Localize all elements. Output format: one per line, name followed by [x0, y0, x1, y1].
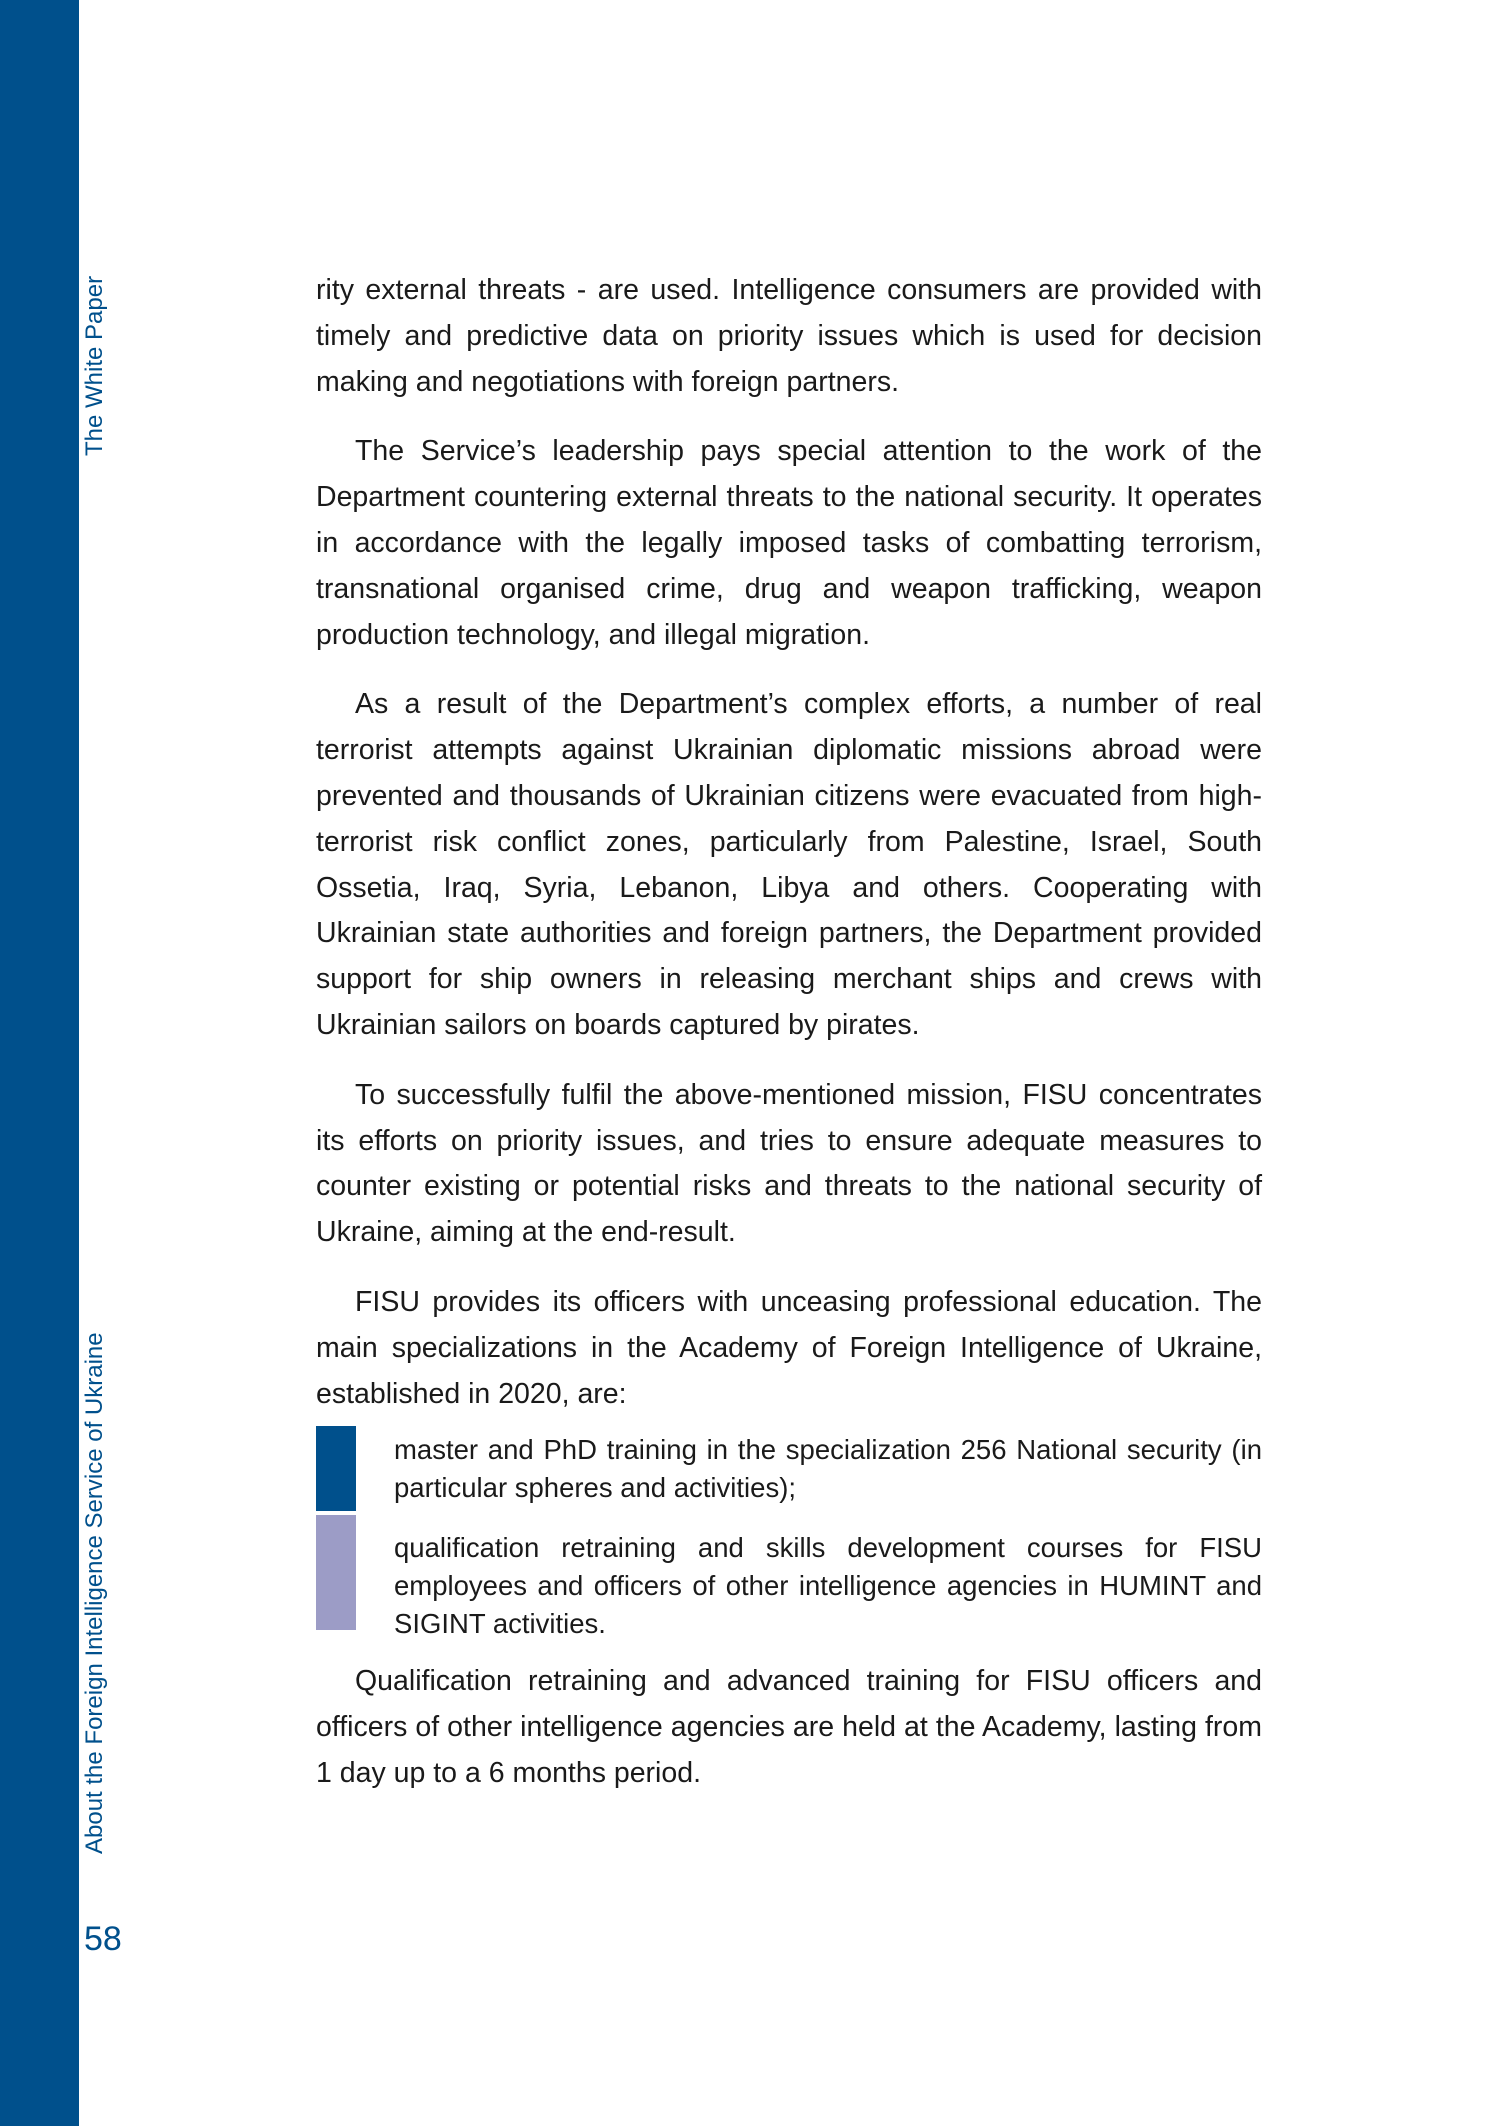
bullet-list: [316, 1431, 1262, 1643]
page-number: 58: [84, 1920, 122, 1958]
body-text: [316, 268, 1262, 1797]
sidebar-band: [0, 0, 79, 2126]
bullet-text: master and PhD training in the specialization 256 National security (in particular spheres and activities);: [394, 1434, 1262, 1504]
list-item: [316, 1529, 1262, 1643]
paragraph: rity external threats - are used. Intelligence consumers are provided with timely and predictive data on priority issues which is used for decision making and negotiations with foreign partners.: [316, 274, 1262, 398]
paragraph: As a result of the Department’s complex efforts, a number of real terrorist attempts against Ukrainian diplomatic missions abroad were prevented and thousands of Ukrainian citizens were evacuated from high-terrorist risk conflict zones, particularly from Palestine, Israel, South Ossetia, Iraq, Syria, Lebanon, Libya and others. Cooperating with Ukrainian state authorities and foreign partners, the Department provided support for ship owners in releasing merchant ships and crews with Ukrainian sailors on boards captured by pirates.: [316, 688, 1262, 1041]
paragraph: Qualification retraining and advanced training for FISU officers and officers of other intelligence agencies are held at the Academy, lasting from 1 day up to a 6 months period.: [316, 1665, 1262, 1789]
bullet-marker: [316, 1426, 356, 1511]
running-title: The White Paper: [81, 275, 108, 456]
bullet-text: qualification retraining and skills development courses for FISU employees and officers of other intelligence agencies in HUMINT and SIGINT activities.: [394, 1532, 1262, 1640]
paragraph: FISU provides its officers with unceasing professional education. The main specializations in the Academy of Foreign Intelligence of Ukraine, established in 2020, are:: [316, 1285, 1262, 1410]
paragraph: To successfully fulfil the above-mentioned mission, FISU concentrates its efforts on priority issues, and tries to ensure adequate measures to counter existing or potential risks and threats to the national security of Ukraine, aiming at the end-result.: [316, 1078, 1262, 1249]
section-title: About the Foreign Intelligence Service of Ukraine: [81, 1332, 108, 1854]
paragraph: The Service’s leadership pays special attention to the work of the Department countering external threats to the national security. It operates in accordance with the legally imposed tasks of combatting terrorism, transnational organised crime, drug and weapon trafficking, weapon production technology, and illegal migration.: [316, 435, 1262, 651]
bullet-marker: [316, 1515, 356, 1630]
list-item: [316, 1431, 1262, 1507]
